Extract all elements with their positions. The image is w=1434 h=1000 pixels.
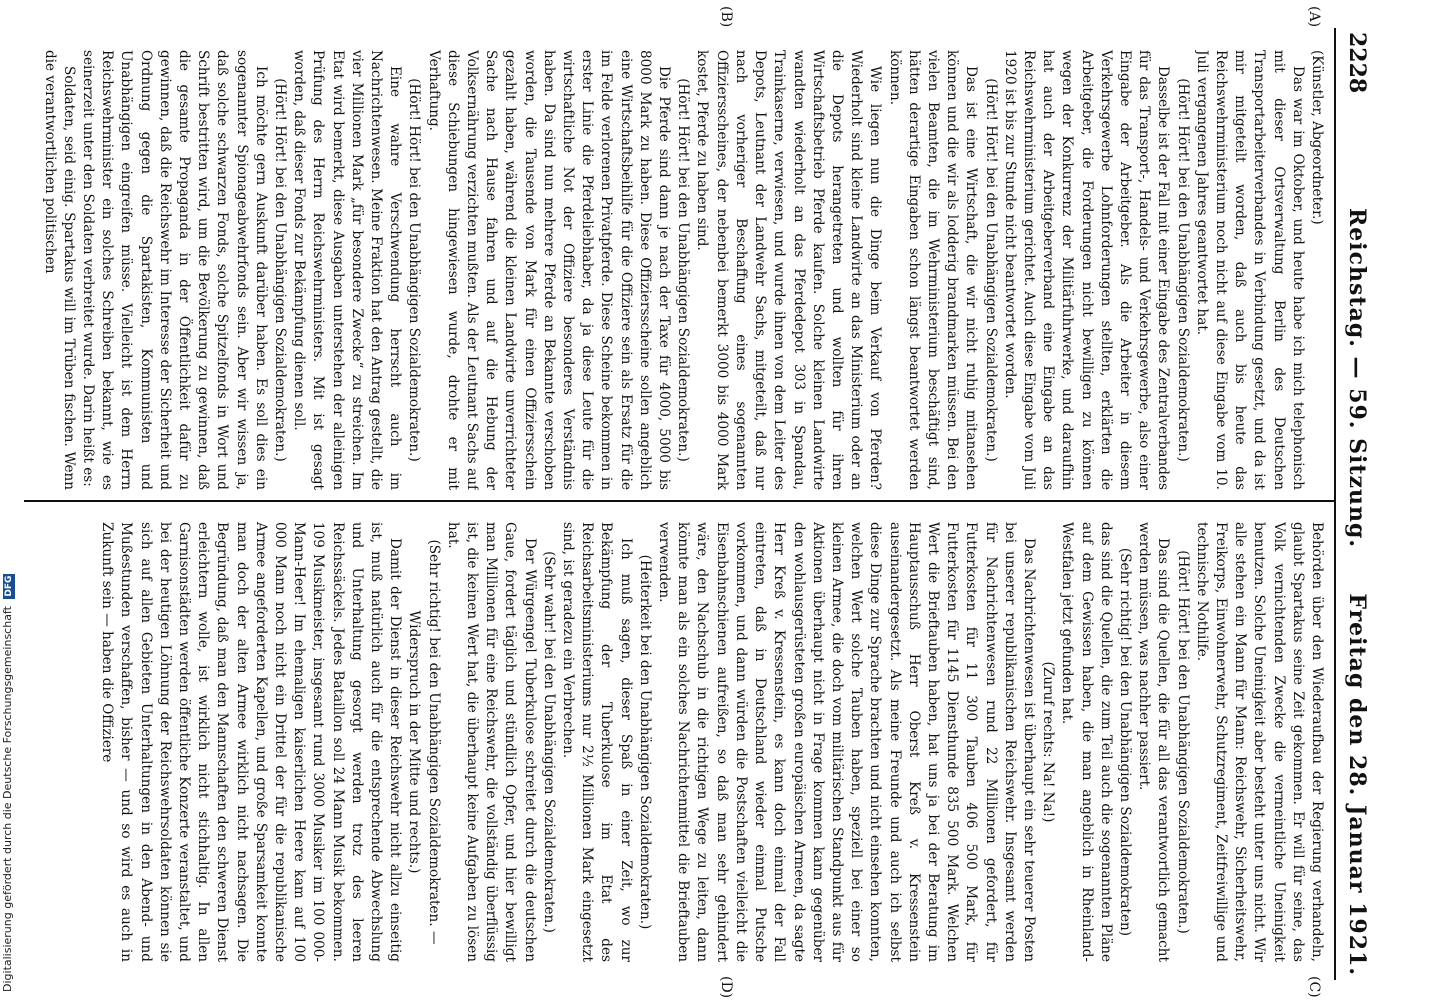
interjection: (Hört! Hört! bei den Unabhängigen Sozialdemokraten.): [1174, 550, 1191, 934]
margin-mark-b: (B): [718, 6, 734, 28]
session-title: Reichstag. — 59. Sitzung.: [1344, 208, 1370, 549]
paragraph: Ich möchte gern Auskunft darüber haben. Es soll dies ein sogenannter Spionageabwehrfonds sein. Aber wir wissen ja, daß solche schwarzen Fonds, solche Spitzelfonds in Wort und Schrift bestritten wird, um die Bevölkerung zu gewinnen, daß die gesamte Propaganda in der Öffentlichkeit dafür zu gewinnen, daß die Reichswehr im Interesse der Sicherheit und Ordnung gegen die Spartakisten, Kommunisten und Unabhängigen eingreifen müsse. Vielleicht ist dem Herrn Reichswehrminister ein solches Schreiben bekannt, wie es seinerzeit unter den Soldaten verbreitet wurde. Darin heißt es:: [80, 50, 269, 490]
interjection: (Heiterkeit bei den Unabhängigen Sozialdemokraten.): [636, 554, 653, 930]
interjection: (Hört! Hört! bei den Unabhängigen Sozialdemokraten.): [982, 78, 999, 462]
margin-mark-c: (C): [1306, 976, 1322, 998]
margin-mark-d: (D): [718, 976, 734, 999]
paragraph: Eine wahre Verschwendung herrscht auch im Nachrichtenwesen. Meine Fraktion hat den Antrag gestellt, die vier Millionen Mark „für besondere Zwecke“ zu streichen. Im Etat wird bemerkt, diese Ausgaben unterstehen der alleinigen Prüfung des Herrn Reichswehrministers. Mit ist gesagt worden, daß dieser Fonds zur Bekämpfung dienen soll.: [291, 50, 404, 490]
column-divider: [24, 500, 1334, 502]
session-date: Freitag den 28. Januar 1921.: [1344, 593, 1370, 976]
paragraph: Dasselbe ist der Fall mit einer Eingabe des Zentralverbandes für das Transport-, Handels- und Verkehrsgewerbe, also einer Eingabe der Arbeitgeber. Als die Arbeiter in diesem Verkehrsgewerbe Lohnforderungen stellten, erklärten die Arbeitgeber, die Forderungen nicht bewilligen zu können wegen der Konkurrenz der Militärfuhrwerke, und daraufhin hat auch der Arbeitgeberverband eine Eingabe an das Reichswehrministerium gerichtet. Auch diese Eingabe vom Juli 1920 ist bis zur Stunde nicht beantwortet worden.: [1001, 50, 1172, 490]
paragraph: (Künstler, Abgeordneter.): [1309, 50, 1325, 225]
paragraph: Das Nachrichtenwesen ist überhaupt ein sehr teuerer Posten bei unserer republikanischen Reichswehr. Insgesamt werden für Nachrichtenwesen rund 22 Millionen gefordert, für Futterkosten für 11 300 Tauben 406 500 Mark, für Futterkosten für 1145 Diensthunde 835 500 Mark. Welchen Wert die Brieftauben haben, hat uns ja bei der Beratung im Hauptausschuß Herr Oberst Kreß v. Kressenstein auseinandergesetzt. Als meine Freunde und auch ich selbst diese Dinge zur Sprache brachten und nicht einsehen konnten, welchen Wert solche Tauben haben, speziell bei einer so kleinen Armee, die doch vom militärischen Standpunkt aus für Aktionen überhaupt nicht in Frage kommen kann gegenüber den wohlausgerüsteten großen europäischen Armeen, da sagte Herr Kreß v. Kressenstein, es kann doch einmal der Fall eintreten, daß in Deutschland wieder einmal Putsche vorkommen, und dann würden die Postschaften vielleicht die Eisenbahnschienen aufreißen, so daß man sehr gehindert wäre, den Nachschub in die richtigen Wege zu leiten, dann könnte man als ein solches Nachrichtenmittel die Brieftauben verwenden.: [656, 522, 1037, 962]
paragraph: das sind die Quellen, die zum Teil auch die sogenannten Pläne auf dem Gewissen haben, die man angeblich in Rheinland-Westfalen jetzt gefunden hat.: [1059, 522, 1114, 962]
paragraph: Behörden über den Wiederaufbau der Regierung verhandeln, glaubt Spartakus seine Zeit gekommen. Er will für seine, das Volk vernichtenden Zwecke die vermeintliche Uneinigkeit benutzen. Solche Uneinigkeit aber besteht unter uns nicht. Wir alle stehen ein Mann für Mann: Reichswehr, Sicherheitswehr, Freikorps, Einwohnerwehr, Schutzregiment, Zeitfreiwillige und technische Nothilfe.: [1193, 522, 1325, 962]
interjection: (Hört! Hört! bei den Unabhängigen Sozialdemokraten.): [272, 78, 289, 462]
paragraph: Das ist eine Wirtschaft, die wir nicht ruhig mitansehen können und die wir als lodderig brandmarken müssen. Bei den vielen Beamten, die im Wehrministerium beschäftigt sind, hätten derartige Eingaben schon längst beantwortet werden können.: [886, 50, 980, 490]
digitization-credit: [0, 0, 16, 1000]
interjection: (Hört! Hört! bei den Unabhängigen Sozialdemokraten.): [406, 78, 423, 462]
interjection: (Zuruf rechts: Na! Na!): [1040, 661, 1057, 823]
page-header: [1334, 28, 1374, 980]
interjection: (Sehr wahr! bei den Unabhängigen Sozialdemokraten.): [540, 551, 557, 933]
paragraph: Das sind die Quellen, die für all das verantwortlich gemacht werden müssen, was nachher passiert.: [1136, 522, 1172, 962]
paragraph: Der Würgeengel Tuberkulose schreitet durch die deutschen Gaue, fordert täglich und stündlich Opfer, und hier bewilligt man Millionen für eine Reichswehr, die vollständig überflüssig ist, die keinen Wert hat, die überhaupt keine Aufgaben zu lösen hat.: [444, 522, 538, 962]
paragraph: Damit der Dienst in dieser Reichswehr nicht allzu einseitig ist, muß natürlich auch für die entsprechende Abwechslung und Unterhaltung gesorgt werden trotz des leeren Reichssäckels. Jedes Bataillon soll 24 Mann Musik bekommen. 109 Musikmeister, insgesamt rund 3000 Musiker im 100 000-Mann-Heer! Im ehemaligen kaiserlichen Heere kam auf 100 000 Mann noch nicht ein Drittel der für die republikanische Armee angeforderten Kapellen, und große Sparsamkeit konnte man doch der alten Armee wirklich nicht nachsagen. Die Begründung, daß man den Mannschaften den schweren Dienst erleichtern wolle, ist wirklich nicht stichhaltig. In allen Garnisonstädten werden öffentliche Konzerte veranstaltet, und bei der heutigen Löhnung der Reichswehrsoldaten können sie sich auf allen Gebieten Unterhaltungen in den Abend- und Mußestunden verschaffen, bisher — und so wird es auch in Zukunft sein — haben die Offiziere: [99, 522, 404, 962]
paragraph: Soldaten, seid einig. Spartakus will im Trüben fischen. Wenn die verantwortlichen politischen: [41, 50, 77, 490]
paragraph: Wie liegen nun die Dinge beim Verkauf von Pferden? Wiederholt sind kleine Landwirte an das Ministerium oder an die Depots herangetreten und wollten für ihren Wirtschaftsbetrieb Pferde kaufen. Solche kleinen Landwirte wandten wiederholt an das Pferdedepot 303 in Spandau, Trainkaserne, verwiesen, und wurde ihnen von dem Leiter des Depots, Leutnant der Landwehr Sachs, mitgeteilt, daß nur nach vorheriger Beschaffung eines sogenannten Offiziersscheines, der nebenbei bemerkt 3000 bis 4000 Mark kostet, Pferde zu haben sind.: [694, 50, 884, 490]
right-text-column: [26, 522, 1326, 962]
paragraph: Ich muß sagen, dieser Spaß in einer Zeit, wo zur Bekämpfung der Tuberkulose im Etat des Reichsarbeitsministeriums nur 2½ Millionen Mark eingesetzt sind, ist geradezu ein Verbrechen.: [560, 522, 634, 962]
paragraph: Das war im Oktober, und heute habe ich mich telephonisch mit dieser Ortsverwaltung Berlin des Deutschen Transportarbeiterverbandes in Verbindung gesetzt, und da ist mir mitgeteilt worden, daß auch bis heute das Reichswehrministerium noch nicht auf diese Eingabe vom 10. Juli vergangenen Jahres geantwortet hat.: [1193, 50, 1306, 490]
interjection: (Sehr richtig! bei den Unabhängigen Sozialdemokraten): [1116, 547, 1133, 937]
margin-mark-a: (A): [1306, 6, 1322, 28]
interjection: (Hört! Hört! bei den Unabhängigen Sozialdemokraten.): [1174, 78, 1191, 462]
interjection: (Hört! Hört! bei den Unabhängigen Sozialdemokraten.): [675, 78, 692, 462]
credit-text: Digitalisierung gefördert durch die Deutsche Forschungsgemeinschaft: [1, 606, 14, 992]
left-text-column: [26, 50, 1326, 490]
interjection: (Sehr richtig! bei den Unabhängigen Sozialdemokraten. — Widerspruch in der Mitte und rechts.): [406, 539, 442, 945]
dfg-logo: DFG: [4, 575, 14, 597]
page-number: 2228: [1344, 32, 1370, 94]
paragraph: Die Pferde sind dann je nach der Taxe für 4000, 5000 bis 8000 Mark zu haben. Diese Offiziersscheine sollen angeblich eine Wirtschaftsbeihilfe für die Offiziere sein als Ersatz für die im Felde verlorenen Privatpferde. Diese Scheine bekommen in erster Linie die Pferdeliebhaber, da ja diese Leute für die wirtschaftliche Not der Offiziere besonderes Verständnis haben. Da sind nun mehrere Pferde an Bekannte verschoben worden, die Tausende von Mark für einen Offiziersschein gezahlt haben, während die kleinen Landwirte unverrichteter Sache nach Hause fahren und auf die Hebung der Volksernährung verzichten mußten. Als der Leutnant Sachs auf diese Schiebungen hingewiesen wurde, drohte er mit Verhaftung.: [425, 50, 673, 490]
